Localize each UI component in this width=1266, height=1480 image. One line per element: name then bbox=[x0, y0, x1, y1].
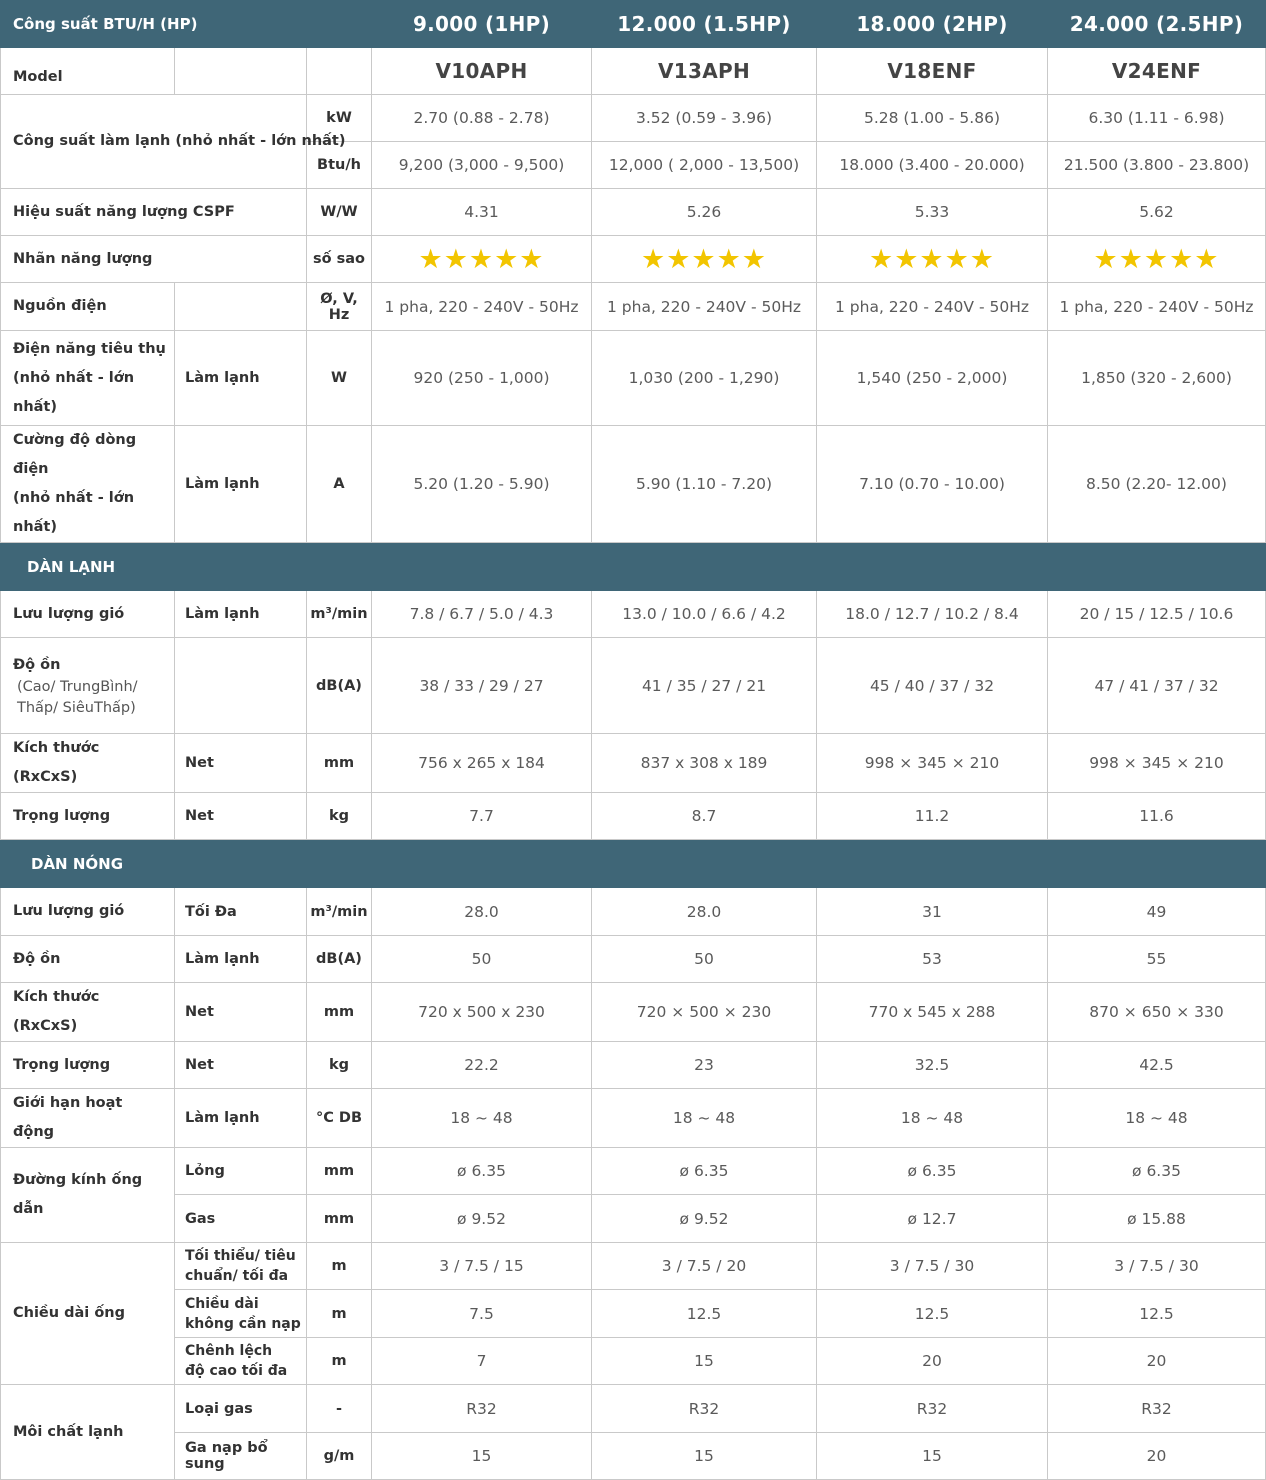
unit-label: dB(A) bbox=[307, 638, 372, 734]
current-label-line2: (nhỏ nhất - lớn nhất) bbox=[13, 490, 135, 535]
value-cell: 12.5 bbox=[1048, 1290, 1266, 1338]
value-cell: 5.20 (1.20 - 5.90) bbox=[372, 426, 592, 543]
value-cell: 32.5 bbox=[817, 1042, 1048, 1089]
model-row bbox=[1, 48, 1266, 95]
value-cell: 42.5 bbox=[1048, 1042, 1266, 1089]
unit-label: mm bbox=[307, 1195, 372, 1243]
value-cell: 1,850 (320 - 2,600) bbox=[1048, 331, 1266, 426]
value-cell: 9,200 (3,000 - 9,500) bbox=[372, 142, 592, 189]
value-cell: 3 / 7.5 / 30 bbox=[1048, 1243, 1266, 1290]
star-rating: ★★★★★ bbox=[1048, 236, 1266, 283]
sub-label bbox=[175, 1243, 307, 1290]
empty-cell bbox=[175, 48, 307, 95]
unit-label: m bbox=[307, 1338, 372, 1385]
unit-label: Ø, V, Hz bbox=[307, 283, 372, 331]
value-cell: 4.31 bbox=[372, 189, 592, 236]
value-cell: 38 / 33 / 29 / 27 bbox=[372, 638, 592, 734]
value-cell: 5.33 bbox=[817, 189, 1048, 236]
value-cell: 47 / 41 / 37 / 32 bbox=[1048, 638, 1266, 734]
value-cell: 7.8 / 6.7 / 5.0 / 4.3 bbox=[372, 591, 592, 638]
outdoor-weight-row bbox=[1, 1042, 1266, 1089]
sub-label: Làm lạnh bbox=[175, 331, 307, 426]
sub-label-line2: chuẩn/ tối đa bbox=[185, 1268, 289, 1284]
value-cell: 2.70 (0.88 - 2.78) bbox=[372, 95, 592, 142]
sub-label: Ga nạp bổ sung bbox=[175, 1433, 307, 1480]
operating-range-label: Giới hạn hoạt động bbox=[1, 1089, 175, 1148]
section-indoor-row bbox=[1, 543, 1266, 591]
indoor-dimensions-label: Kích thước (RxCxS) bbox=[1, 734, 175, 793]
value-cell: 1 pha, 220 - 240V - 50Hz bbox=[592, 283, 817, 331]
value-cell: 998 × 345 × 210 bbox=[817, 734, 1048, 793]
empty-cell bbox=[175, 638, 307, 734]
energy-label-row bbox=[1, 236, 1266, 283]
value-cell: 720 x 500 x 230 bbox=[372, 983, 592, 1042]
value-cell: 49 bbox=[1048, 888, 1266, 936]
header-row bbox=[1, 1, 1266, 48]
power-input-label bbox=[1, 331, 175, 426]
unit-label: m³/min bbox=[307, 591, 372, 638]
value-cell: ø 15.88 bbox=[1048, 1195, 1266, 1243]
section-fill bbox=[307, 543, 1266, 591]
unit-label: mm bbox=[307, 734, 372, 793]
unit-label: kg bbox=[307, 1042, 372, 1089]
value-cell: 1,030 (200 - 1,290) bbox=[592, 331, 817, 426]
outdoor-airflow-row bbox=[1, 888, 1266, 936]
value-cell: 5.62 bbox=[1048, 189, 1266, 236]
value-cell: 11.2 bbox=[817, 793, 1048, 840]
value-cell: 45 / 40 / 37 / 32 bbox=[817, 638, 1048, 734]
value-cell: 15 bbox=[592, 1338, 817, 1385]
value-cell: 18 ~ 48 bbox=[592, 1089, 817, 1148]
unit-label: kW bbox=[307, 95, 372, 142]
value-cell: 1 pha, 220 - 240V - 50Hz bbox=[817, 283, 1048, 331]
value-cell: 5.90 (1.10 - 7.20) bbox=[592, 426, 817, 543]
capacity-header: 9.000 (1HP) bbox=[372, 1, 592, 48]
indoor-airflow-label: Lưu lượng gió bbox=[1, 591, 175, 638]
value-cell: 1,540 (250 - 2,000) bbox=[817, 331, 1048, 426]
value-cell: 6.30 (1.11 - 6.98) bbox=[1048, 95, 1266, 142]
pipe-gas-row bbox=[1, 1195, 1266, 1243]
indoor-weight-row bbox=[1, 793, 1266, 840]
sub-label bbox=[175, 1290, 307, 1338]
sub-label: Tối Đa bbox=[175, 888, 307, 936]
section-outdoor-title: DÀN NÓNG bbox=[1, 840, 307, 888]
capacity-header: 24.000 (2.5HP) bbox=[1048, 1, 1266, 48]
capacity-header: 12.000 (1.5HP) bbox=[592, 1, 817, 48]
pipe-length-min-std-max-row bbox=[1, 1243, 1266, 1290]
value-cell: 28.0 bbox=[372, 888, 592, 936]
value-cell: ø 9.52 bbox=[592, 1195, 817, 1243]
unit-label: W bbox=[307, 331, 372, 426]
value-cell: 920 (250 - 1,000) bbox=[372, 331, 592, 426]
value-cell: 11.6 bbox=[1048, 793, 1266, 840]
value-cell: ø 9.52 bbox=[372, 1195, 592, 1243]
value-cell: 7 bbox=[372, 1338, 592, 1385]
model-value: V18ENF bbox=[817, 48, 1048, 95]
value-cell: 41 / 35 / 27 / 21 bbox=[592, 638, 817, 734]
indoor-airflow-row bbox=[1, 591, 1266, 638]
pipe-liquid-row bbox=[1, 1148, 1266, 1195]
unit-label: m bbox=[307, 1243, 372, 1290]
value-cell: 18.000 (3.400 - 20.000) bbox=[817, 142, 1048, 189]
unit-label: g/m bbox=[307, 1433, 372, 1480]
value-cell: 998 × 345 × 210 bbox=[1048, 734, 1266, 793]
value-cell: 28.0 bbox=[592, 888, 817, 936]
sub-label: Làm lạnh bbox=[175, 426, 307, 543]
outdoor-dimensions-row bbox=[1, 983, 1266, 1042]
cspf-label: Hiệu suất năng lượng CSPF bbox=[1, 189, 307, 236]
value-cell: 20 / 15 / 12.5 / 10.6 bbox=[1048, 591, 1266, 638]
value-cell: 50 bbox=[372, 936, 592, 983]
value-cell: 18.0 / 12.7 / 10.2 / 8.4 bbox=[817, 591, 1048, 638]
unit-label: °C DB bbox=[307, 1089, 372, 1148]
operating-range-row bbox=[1, 1089, 1266, 1148]
value-cell: 1 pha, 220 - 240V - 50Hz bbox=[1048, 283, 1266, 331]
pipe-length-height-diff-row bbox=[1, 1338, 1266, 1385]
value-cell: 3 / 7.5 / 15 bbox=[372, 1243, 592, 1290]
current-row bbox=[1, 426, 1266, 543]
unit-label: W/W bbox=[307, 189, 372, 236]
power-supply-label: Nguồn điện bbox=[1, 283, 175, 331]
value-cell: 18 ~ 48 bbox=[1048, 1089, 1266, 1148]
value-cell: 1 pha, 220 - 240V - 50Hz bbox=[372, 283, 592, 331]
value-cell: 770 x 545 x 288 bbox=[817, 983, 1048, 1042]
unit-label: mm bbox=[307, 1148, 372, 1195]
sub-label: Làm lạnh bbox=[175, 1089, 307, 1148]
current-label bbox=[1, 426, 175, 543]
sub-label: Loại gas bbox=[175, 1385, 307, 1433]
header-title: Công suất BTU/H (HP) bbox=[1, 1, 372, 48]
value-cell: R32 bbox=[372, 1385, 592, 1433]
value-cell: 7.10 (0.70 - 10.00) bbox=[817, 426, 1048, 543]
refrigerant-additional-row bbox=[1, 1433, 1266, 1480]
power-input-label-line2: (nhỏ nhất - lớn nhất) bbox=[13, 369, 135, 415]
outdoor-dimensions-label: Kích thước (RxCxS) bbox=[1, 983, 175, 1042]
unit-label: Btu/h bbox=[307, 142, 372, 189]
model-label: Model bbox=[1, 48, 175, 95]
star-rating: ★★★★★ bbox=[592, 236, 817, 283]
empty-cell bbox=[175, 283, 307, 331]
power-input-label-line1: Điện năng tiêu thụ bbox=[13, 340, 166, 357]
value-cell: 12.5 bbox=[817, 1290, 1048, 1338]
sub-label: Net bbox=[175, 793, 307, 840]
indoor-noise-row bbox=[1, 638, 1266, 734]
power-input-row bbox=[1, 331, 1266, 426]
sub-label: Gas bbox=[175, 1195, 307, 1243]
star-rating: ★★★★★ bbox=[817, 236, 1048, 283]
value-cell: ø 6.35 bbox=[592, 1148, 817, 1195]
sub-label-line1: Tối thiểu/ tiêu bbox=[185, 1248, 296, 1264]
value-cell: 12,000 ( 2,000 - 13,500) bbox=[592, 142, 817, 189]
cooling-capacity-kw-row bbox=[1, 95, 1266, 142]
sub-label: Net bbox=[175, 983, 307, 1042]
value-cell: 756 x 265 x 184 bbox=[372, 734, 592, 793]
empty-cell bbox=[307, 48, 372, 95]
sub-label: Lỏng bbox=[175, 1148, 307, 1195]
pipe-diameter-label: Đường kính ống dẫn bbox=[1, 1148, 175, 1243]
pipe-length-no-charge-row bbox=[1, 1290, 1266, 1338]
cooling-capacity-label: Công suất làm lạnh (nhỏ nhất - lớn nhất) bbox=[1, 95, 307, 189]
value-cell: 5.26 bbox=[592, 189, 817, 236]
outdoor-noise-row bbox=[1, 936, 1266, 983]
value-cell: 870 × 650 × 330 bbox=[1048, 983, 1266, 1042]
outdoor-weight-label: Trọng lượng bbox=[1, 1042, 175, 1089]
indoor-noise-label bbox=[1, 638, 175, 734]
sub-label-line1: Chênh lệch bbox=[185, 1343, 273, 1359]
value-cell: 13.0 / 10.0 / 6.6 / 4.2 bbox=[592, 591, 817, 638]
unit-label: kg bbox=[307, 793, 372, 840]
sub-label: Làm lạnh bbox=[175, 591, 307, 638]
value-cell: 12.5 bbox=[592, 1290, 817, 1338]
value-cell: 23 bbox=[592, 1042, 817, 1089]
value-cell: 21.500 (3.800 - 23.800) bbox=[1048, 142, 1266, 189]
refrigerant-type-row bbox=[1, 1385, 1266, 1433]
refrigerant-label: Môi chất lạnh bbox=[1, 1385, 175, 1480]
value-cell: 720 × 500 × 230 bbox=[592, 983, 817, 1042]
outdoor-noise-label: Độ ồn bbox=[1, 936, 175, 983]
sub-label-line2: không cần nạp bbox=[185, 1315, 301, 1332]
value-cell: 3 / 7.5 / 20 bbox=[592, 1243, 817, 1290]
value-cell: 53 bbox=[817, 936, 1048, 983]
model-value: V24ENF bbox=[1048, 48, 1266, 95]
value-cell: ø 6.35 bbox=[1048, 1148, 1266, 1195]
unit-label: - bbox=[307, 1385, 372, 1433]
capacity-header: 18.000 (2HP) bbox=[817, 1, 1048, 48]
power-supply-row bbox=[1, 283, 1266, 331]
value-cell: 5.28 (1.00 - 5.86) bbox=[817, 95, 1048, 142]
current-label-line1: Cường độ dòng điện bbox=[13, 432, 137, 477]
indoor-dimensions-row bbox=[1, 734, 1266, 793]
value-cell: ø 6.35 bbox=[817, 1148, 1048, 1195]
section-fill bbox=[307, 840, 1266, 888]
value-cell: ø 12.7 bbox=[817, 1195, 1048, 1243]
unit-label: m³/min bbox=[307, 888, 372, 936]
sub-label: Net bbox=[175, 734, 307, 793]
value-cell: 20 bbox=[1048, 1433, 1266, 1480]
value-cell: 7.7 bbox=[372, 793, 592, 840]
value-cell: 15 bbox=[817, 1433, 1048, 1480]
value-cell: R32 bbox=[1048, 1385, 1266, 1433]
section-outdoor-row bbox=[1, 840, 1266, 888]
cspf-row bbox=[1, 189, 1266, 236]
value-cell: 8.50 (2.20- 12.00) bbox=[1048, 426, 1266, 543]
section-indoor-title: DÀN LẠNH bbox=[1, 543, 307, 591]
value-cell: 7.5 bbox=[372, 1290, 592, 1338]
value-cell: 20 bbox=[1048, 1338, 1266, 1385]
star-rating: ★★★★★ bbox=[372, 236, 592, 283]
unit-label: m bbox=[307, 1290, 372, 1338]
sub-label-line1: Chiều dài bbox=[185, 1295, 259, 1312]
value-cell: 18 ~ 48 bbox=[817, 1089, 1048, 1148]
value-cell: 20 bbox=[817, 1338, 1048, 1385]
pipe-length-label: Chiều dài ống bbox=[1, 1243, 175, 1385]
unit-label: mm bbox=[307, 983, 372, 1042]
value-cell: 22.2 bbox=[372, 1042, 592, 1089]
value-cell: 15 bbox=[372, 1433, 592, 1480]
value-cell: 18 ~ 48 bbox=[372, 1089, 592, 1148]
indoor-noise-note-line1: (Cao/ TrungBình/ bbox=[17, 678, 138, 695]
unit-label: A bbox=[307, 426, 372, 543]
value-cell: 31 bbox=[817, 888, 1048, 936]
model-value: V13APH bbox=[592, 48, 817, 95]
unit-label: số sao bbox=[307, 236, 372, 283]
sub-label: Net bbox=[175, 1042, 307, 1089]
value-cell: 837 x 308 x 189 bbox=[592, 734, 817, 793]
value-cell: 50 bbox=[592, 936, 817, 983]
indoor-noise-title: Độ ồn bbox=[13, 656, 61, 673]
energy-label-label: Nhãn năng lượng bbox=[1, 236, 307, 283]
indoor-weight-label: Trọng lượng bbox=[1, 793, 175, 840]
sub-label bbox=[175, 1338, 307, 1385]
value-cell: R32 bbox=[817, 1385, 1048, 1433]
value-cell: 15 bbox=[592, 1433, 817, 1480]
value-cell: ø 6.35 bbox=[372, 1148, 592, 1195]
unit-label: dB(A) bbox=[307, 936, 372, 983]
model-value: V10APH bbox=[372, 48, 592, 95]
sub-label: Làm lạnh bbox=[175, 936, 307, 983]
value-cell: 3.52 (0.59 - 3.96) bbox=[592, 95, 817, 142]
outdoor-airflow-label: Lưu lượng gió bbox=[1, 888, 175, 936]
value-cell: 55 bbox=[1048, 936, 1266, 983]
indoor-noise-note-line2: Thấp/ SiêuThấp) bbox=[17, 699, 136, 716]
value-cell: 3 / 7.5 / 30 bbox=[817, 1243, 1048, 1290]
sub-label-line2: độ cao tối đa bbox=[185, 1363, 288, 1379]
value-cell: 8.7 bbox=[592, 793, 817, 840]
value-cell: R32 bbox=[592, 1385, 817, 1433]
